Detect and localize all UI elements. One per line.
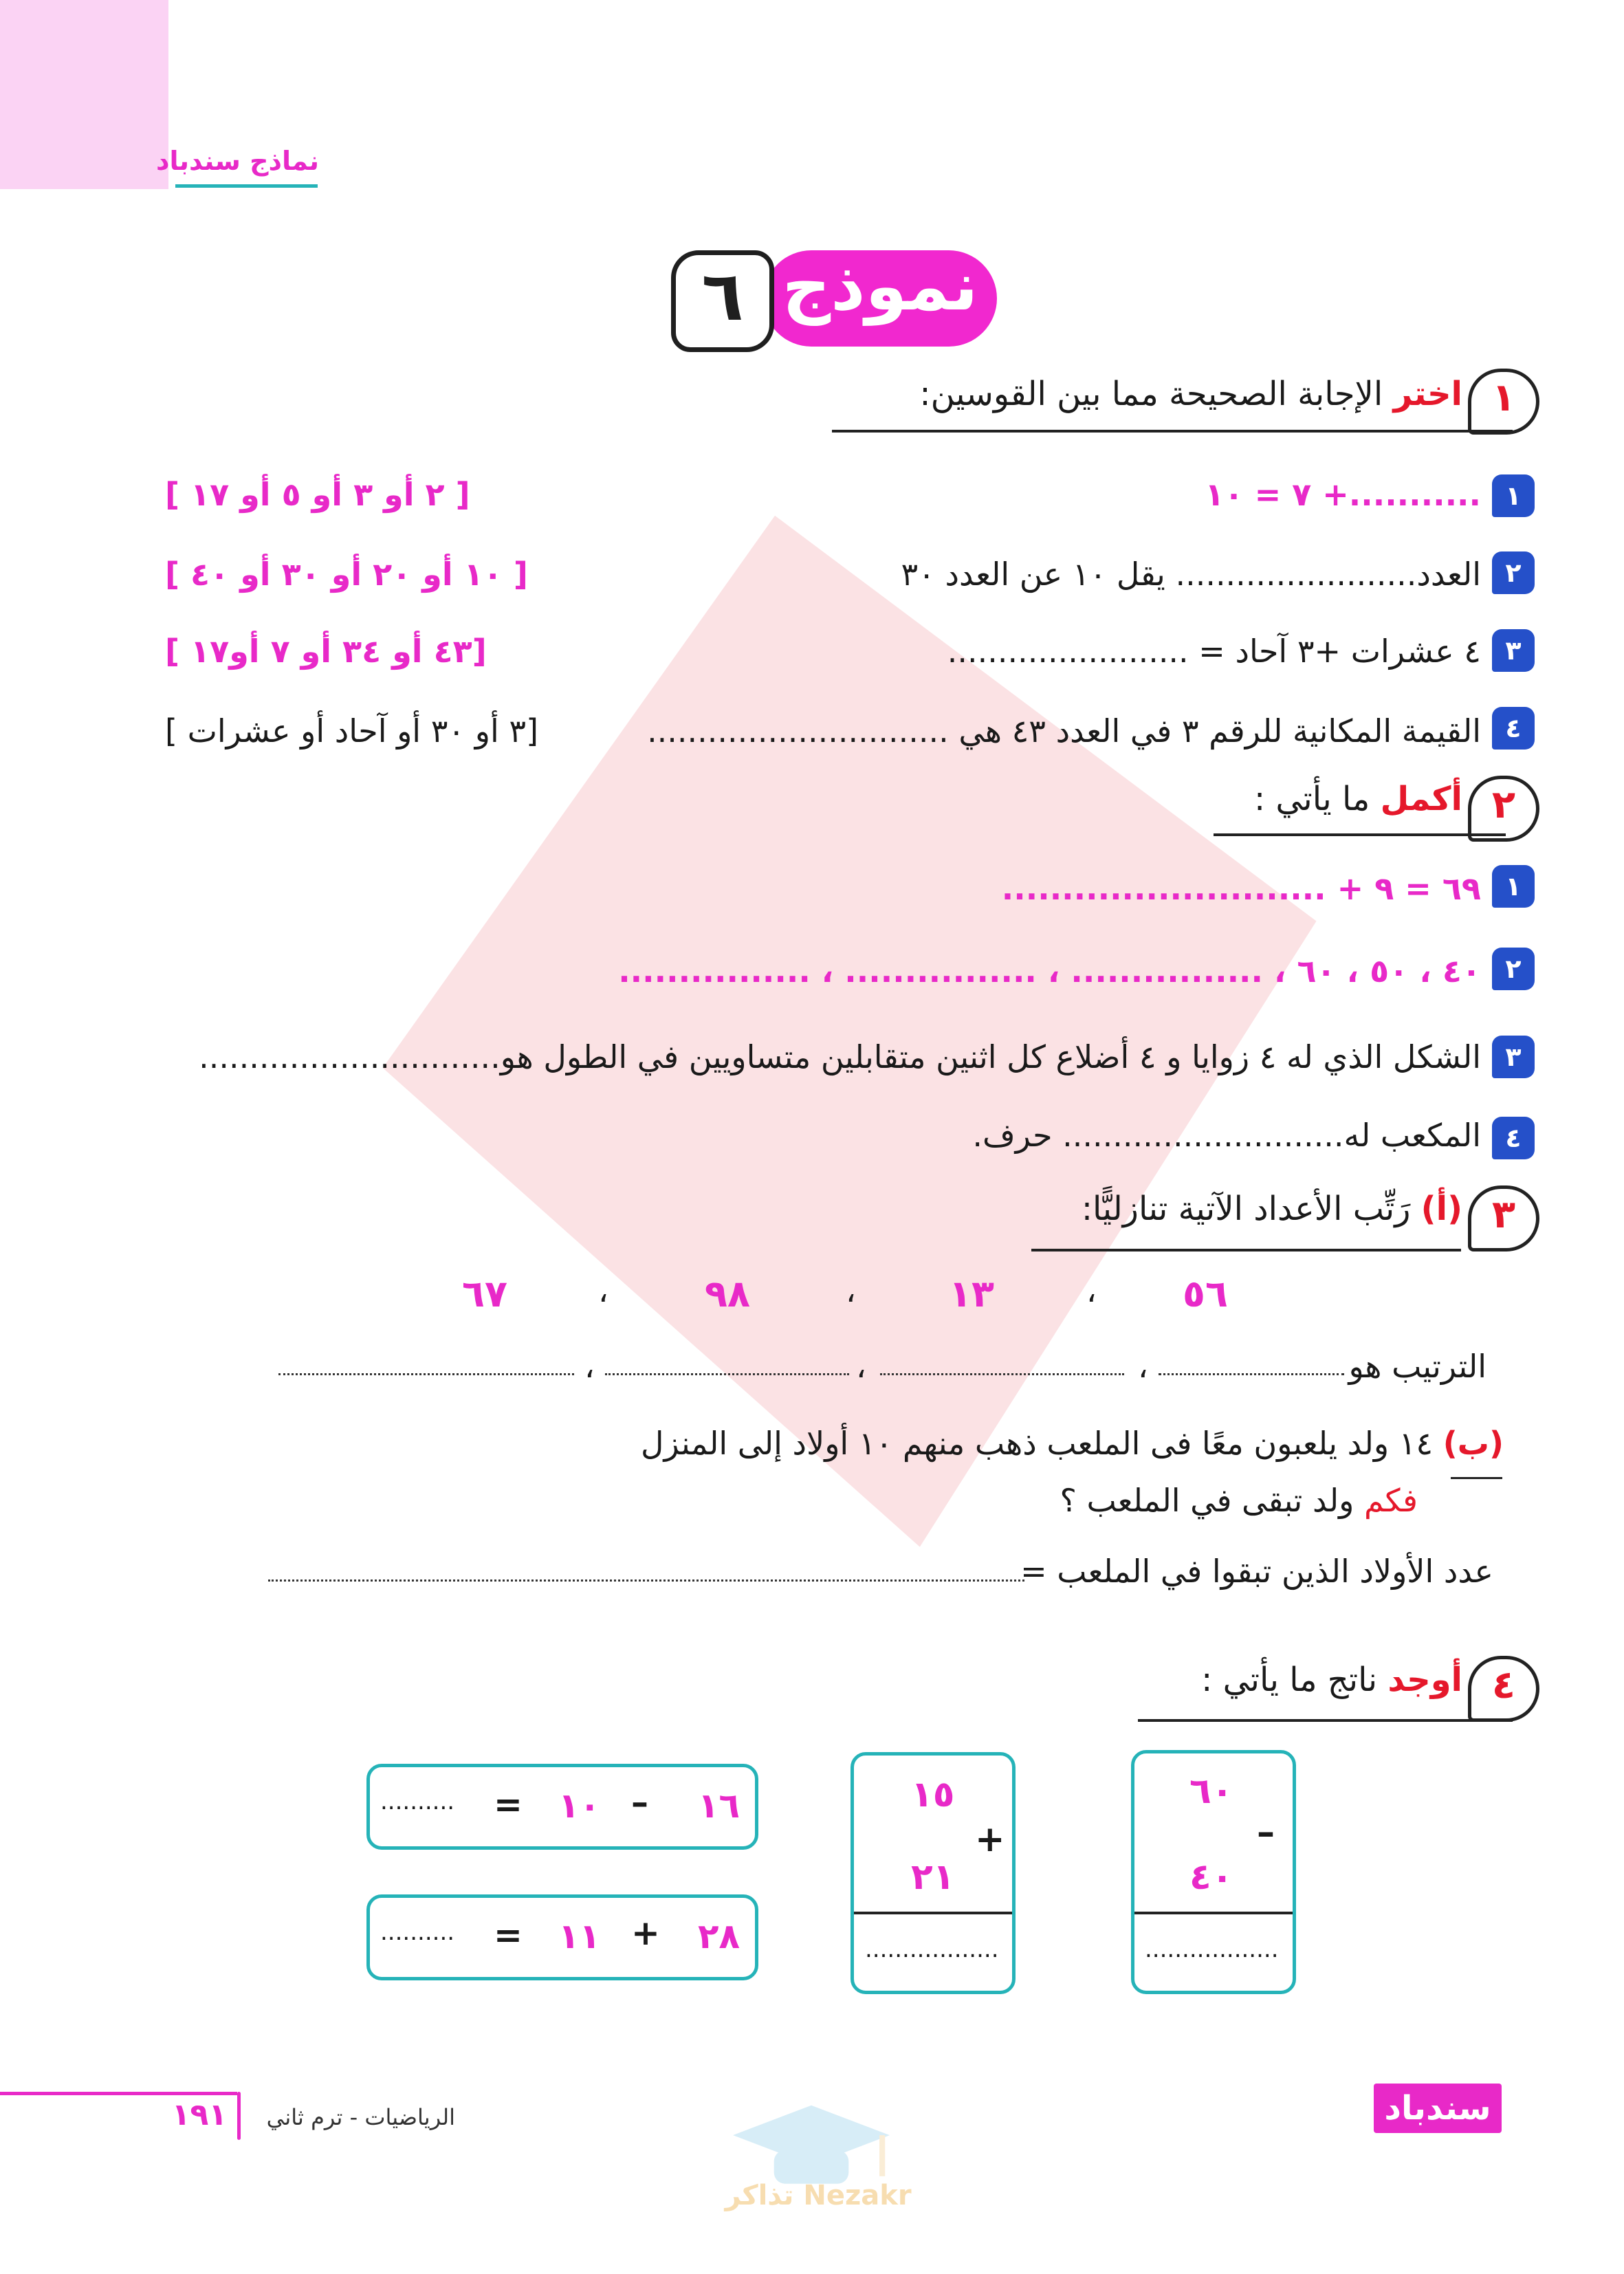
vadd-operator: + (975, 1819, 1005, 1860)
order-separator: ، (584, 1348, 595, 1385)
order-blank-1[interactable] (1159, 1368, 1344, 1375)
s2-q2-badge: ٢ (1492, 948, 1535, 990)
section-2-underline (1214, 833, 1506, 836)
section-1-title (919, 375, 1462, 413)
part-b-question: فكم ولد تبقى في الملعب ؟ (1060, 1482, 1418, 1519)
eq2-equals: = (494, 1915, 523, 1955)
s1-q4-text: القيمة المكانية للرقم ٣ في العدد ٤٣ هي .............................. (647, 712, 1481, 750)
section-3-number: ٣ (1491, 1192, 1516, 1237)
title-number: ٦ (701, 256, 744, 336)
section-2-instruction: ما يأتي : (1253, 780, 1381, 818)
vsub-result-blank[interactable]: .................. (1145, 1936, 1279, 1963)
part-b-answer-label: عدد الأولاد الذين تبقوا في الملعب = (1020, 1553, 1493, 1590)
part-b-label: (ب) (1442, 1425, 1504, 1462)
site-watermark-text: Nezakr تذاكر (725, 2180, 912, 2211)
order-separator: ، (1138, 1348, 1148, 1385)
vsub-result-line (1134, 1912, 1293, 1914)
s1-q1-choices: [ ٢ أو ٣ أو ٥ أو ١٧ ] (165, 476, 470, 513)
section-4-keyword: أوجد (1387, 1661, 1462, 1699)
part-b-line1: (ب) ١٤ ولد يلعبون معًا فى الملعب ذهب منهم ١٠ أولاد إلى المنزل (641, 1425, 1504, 1462)
section-1-keyword: اختر (1393, 375, 1462, 413)
s1-q2-badge: ٢ (1492, 551, 1535, 594)
s1-q4-badge: ٤ (1492, 707, 1535, 750)
section-2-title (1254, 780, 1462, 818)
order-number-2: ١٣ (949, 1272, 994, 1315)
s2-q2-text: ٤٠ ، ٥٠ ، ٦٠ ، ................ ، ................ ، ................ (618, 952, 1481, 990)
s1-q2-text: العدد........................ يقل ١٠ عن العدد ٣٠ (901, 556, 1481, 593)
vadd-result-line (854, 1912, 1012, 1914)
vadd-top: ١٥ (911, 1774, 955, 1815)
s1-q4-choices: [٣ أو ٣٠ أو آحاد أو عشرات ] (165, 712, 539, 750)
page-number: ١٩١ (171, 2097, 228, 2132)
page-title: نموذج (782, 248, 978, 326)
section-3-title (1082, 1190, 1462, 1228)
s1-q1-badge: ١ (1492, 474, 1535, 517)
eq1-a: ١٦ (698, 1786, 740, 1826)
footer-subject: الرياضيات - ترم ثاني (266, 2104, 455, 2130)
series-underline (175, 184, 318, 188)
order-number-3: ٩٨ (705, 1272, 750, 1315)
s1-q3-choices: [٤٣ أو ٣٤ أو ٧ أو١٧ ] (165, 633, 487, 670)
s2-q3-badge: ٣ (1492, 1036, 1535, 1078)
order-blank-2[interactable] (880, 1368, 1124, 1375)
s1-q1-text: ...........+ ٧ = ١٠ (1205, 476, 1481, 513)
section-3-instruction: رَتِّب الأعداد الآتية تنازليًّا: (1081, 1190, 1421, 1228)
order-separator: ، (856, 1348, 866, 1385)
section-3-part-a-label: (أ) (1420, 1190, 1462, 1228)
eq2-blank[interactable]: .......... (380, 1918, 455, 1946)
footer-rule (0, 2092, 237, 2095)
vadd-bottom: ٢١ (911, 1857, 955, 1898)
section-2-keyword: أكمل (1380, 780, 1462, 818)
order-separator: ، (846, 1272, 856, 1309)
s1-q3-text: ٤ عشرات +٣ آحاد = ........................ (947, 633, 1481, 670)
eq1-blank[interactable]: .......... (380, 1788, 455, 1815)
order-number-1: ٥٦ (1183, 1272, 1228, 1315)
vadd-result-blank[interactable]: .................. (865, 1936, 999, 1963)
eq2-operator: + (631, 1913, 660, 1953)
eq1-equals: = (494, 1784, 523, 1824)
section-3-underline (1031, 1249, 1461, 1251)
vsub-bottom: ٤٠ (1189, 1857, 1233, 1898)
order-label: الترتيب هو (1348, 1348, 1486, 1385)
order-separator: ، (598, 1272, 608, 1309)
s2-q4-text: المكعب له............................ حرف. (972, 1117, 1481, 1154)
s1-q2-choices: [ ١٠ أو ٢٠ أو ٣٠ أو ٤٠ ] (165, 556, 528, 593)
eq2-a: ٢٨ (698, 1916, 740, 1956)
eq1-b: ١٠ (558, 1786, 601, 1826)
eq1-operator: – (631, 1782, 648, 1822)
brand-badge: سندباد (1374, 2084, 1502, 2133)
order-blank-4[interactable] (278, 1368, 574, 1375)
section-2-number: ٢ (1491, 783, 1516, 827)
vsub-top: ٦٠ (1189, 1771, 1233, 1812)
section-4-underline (1138, 1719, 1513, 1722)
part-b-answer-blank[interactable] (268, 1575, 1024, 1582)
section-1-number: ١ (1491, 375, 1516, 420)
eq2-b: ١١ (558, 1916, 601, 1956)
s1-q3-badge: ٣ (1492, 629, 1535, 672)
series-label: نماذج سندباد (156, 146, 319, 176)
order-number-4: ٦٧ (462, 1272, 507, 1315)
part-b-underline (1451, 1477, 1502, 1479)
section-1-instruction: الإجابة الصحيحة مما بين القوسين: (919, 375, 1394, 413)
s2-q1-badge: ١ (1492, 865, 1535, 908)
section-4-number: ٤ (1491, 1663, 1516, 1707)
order-separator: ، (1086, 1272, 1097, 1309)
header-tab (0, 0, 168, 189)
footer-divider (237, 2092, 241, 2140)
s2-q1-text: ٦٩ = ٩ + ........................... (1001, 870, 1481, 907)
section-4-title (1201, 1661, 1462, 1699)
s2-q4-badge: ٤ (1492, 1117, 1535, 1159)
section-1-underline (832, 430, 1513, 433)
order-blank-3[interactable] (605, 1368, 849, 1375)
section-4-instruction: ناتج ما يأتي : (1201, 1661, 1388, 1699)
vsub-operator: – (1257, 1812, 1275, 1853)
s2-q3-text: الشكل الذي له ٤ زوايا و ٤ أضلاع كل اثنين متقابلين متساويين في الطول هو.............................. (199, 1038, 1481, 1075)
